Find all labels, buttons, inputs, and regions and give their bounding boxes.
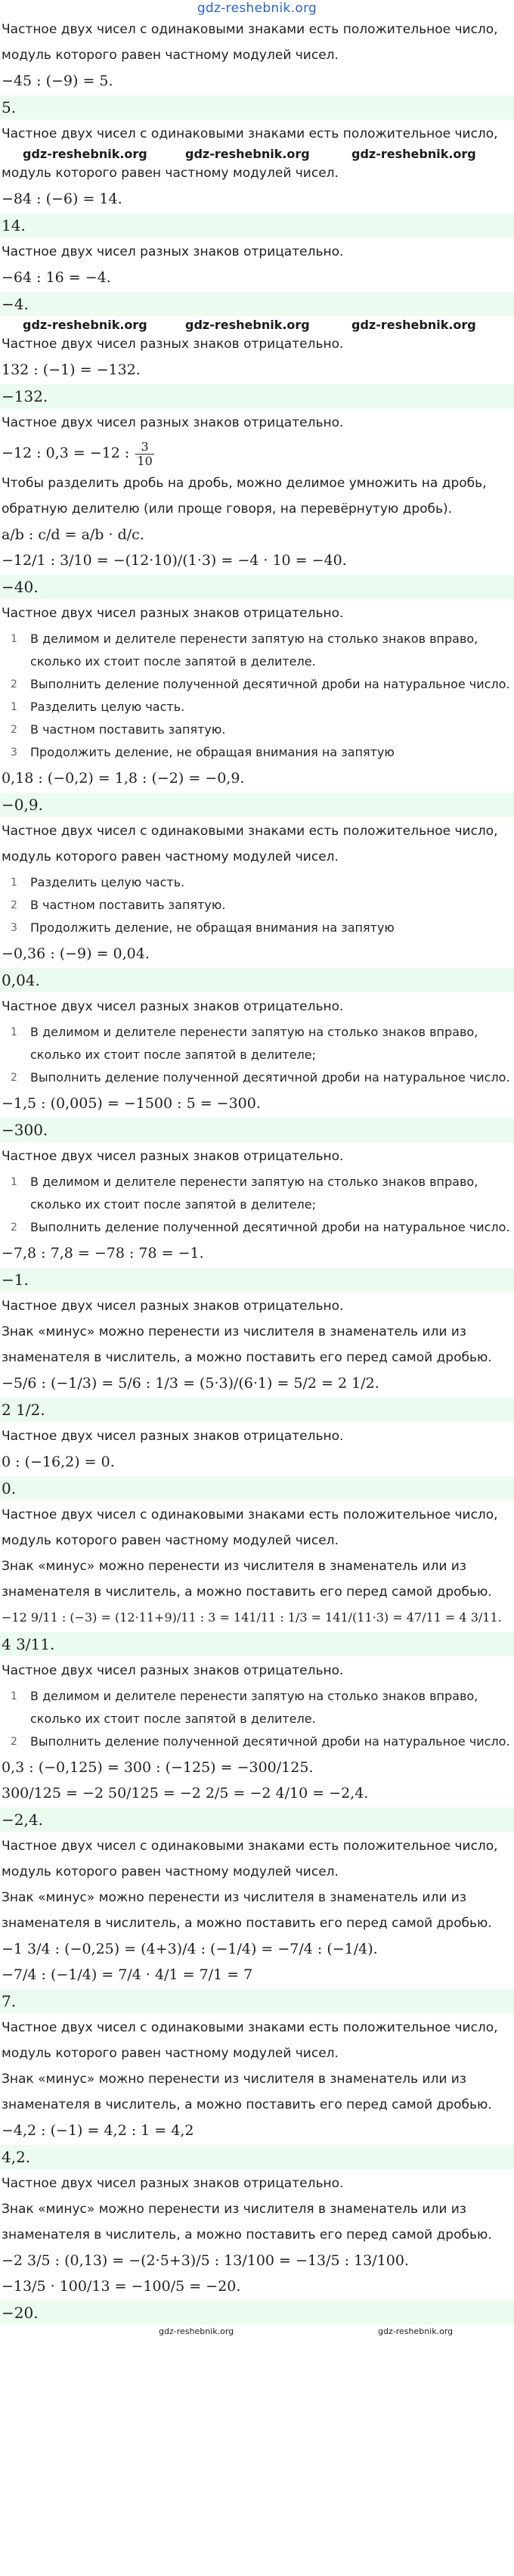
example-line: 0,3 : (−0,125) = 300 : (−125) = −300/125. [2,1759,314,1776]
answer: 14. [0,213,514,237]
step: 1 В делимом и делителе перенести запятую на столько знаков вправо, [11,1689,478,1703]
watermark-row [0,147,514,160]
numerator: 3 [135,440,153,455]
rule-same-signs: Частное двух чисел с одинаковыми знаками есть положительное число, [2,2020,498,2035]
answer: −4. [0,292,514,316]
rule-same-signs: Частное двух чисел с одинаковыми знаками есть положительное число, [2,1839,498,1854]
answer: 2 1/2. [0,1398,514,1422]
answer: 0. [0,1476,514,1501]
answer: −40. [0,575,514,599]
rule-move-minus-1: Знак «минус» можно перенести из числителя в знаменатель или из [2,1324,466,1339]
rule-move-minus-2: знаменателя в числитель, а можно поставить его перед самой дробью. [2,2097,492,2112]
answer: 7. [0,1989,514,2013]
step: 2 Выполнить деление полученной десятичной дроби на натуральное число. [11,677,510,691]
rule-move-minus-1: Знак «минус» можно перенести из числителя в знаменатель или из [2,2202,466,2217]
watermark-row [0,318,514,331]
rule-diff-signs: Частное двух чисел разных знаков отрицательно. [2,415,344,430]
rule-diff-signs: Частное двух чисел разных знаков отрицательно. [2,606,344,621]
rule-modulus: модуль которого равен частному модулей чисел. [2,1533,339,1548]
rule-fraction-div-2: обратную делителю (или проще говоря, на перевёрнутую дробь). [2,501,453,517]
steps-list [0,1685,514,1753]
step: 1 В делимом и делителе перенести запятую на столько знаков вправо, [11,1025,478,1039]
rule-move-minus-1: Знак «минус» можно перенести из числителя в знаменатель или из [2,1559,466,1574]
rule-same-signs: Частное двух чисел с одинаковыми знаками есть положительное число, [2,22,498,37]
watermark: gdz-reshebnik.org [23,147,147,161]
rule-diff-signs: Частное двух чисел разных знаков отрицательно. [2,1663,344,1678]
steps-list [0,628,514,764]
answer: −132. [0,384,514,408]
site-header[interactable]: gdz-reshebnik.org [197,1,317,16]
rule-diff-signs: Частное двух чисел разных знаков отрицательно. [2,1299,344,1314]
step: сколько их стоит после запятой в делителе. [30,1712,316,1726]
example-line: 0,18 : (−0,2) = 1,8 : (−2) = −0,9. [2,770,245,787]
watermark: gdz-reshebnik.org [159,2326,234,2336]
answer: −2,4. [0,1808,514,1832]
example-line: −5/6 : (−1/3) = 5/6 : 1/3 = (5·3)/(6·1) = 5/2 = 2 1/2. [2,1375,379,1392]
example-line: −12 9/11 : (−3) = (12·11+9)/11 : 3 = 141/11 : 1/3 = 141/(11·3) = 47/11 = 4 3/11. [2,1610,502,1625]
example-line: −45 : (−9) = 5. [2,73,113,89]
steps-list [0,1021,514,1089]
step: сколько их стоит после запятой в делителе; [30,1047,316,1062]
watermark-row [0,2326,514,2340]
answer: −1. [0,1268,514,1292]
rule-diff-signs: Частное двух чисел разных знаков отрицательно. [2,337,344,352]
example-line: 300/125 = −2 50/125 = −2 2/5 = −2 4/10 = −2,4. [2,1785,369,1802]
answer: −20. [0,2301,514,2325]
rule-modulus: модуль которого равен частному модулей чисел. [2,48,339,63]
example-line: −0,36 : (−9) = 0,04. [2,945,150,962]
rule-modulus: модуль которого равен частному модулей чисел. [2,1864,339,1879]
example-line: −1,5 : (0,005) = −1500 : 5 = −300. [2,1095,261,1112]
rule-move-minus-2: знаменателя в числитель, а можно поставить его перед самой дробью. [2,2227,492,2242]
example-line: 0 : (−16,2) = 0. [2,1454,115,1470]
rule-same-signs: Частное двух чисел с одинаковыми знаками есть положительное число, [2,824,498,839]
watermark: gdz-reshebnik.org [185,147,310,161]
step: 1 Разделить целую часть. [11,700,185,714]
step: 2 В частном поставить запятую. [11,722,226,737]
step: сколько их стоит после запятой в делителе; [30,1197,316,1212]
step: 1 Разделить целую часть. [11,875,185,889]
example-left: −12 : 0,3 = −12 : [2,445,130,461]
answer: −0,9. [0,793,514,817]
formula-line: a/b : c/d = a/b · d/c. [2,526,144,543]
watermark: gdz-reshebnik.org [23,318,147,332]
step: 1 В делимом и делителе перенести запятую на столько знаков вправо, [11,632,478,646]
answer: 4 3/11. [0,1632,514,1656]
rule-same-signs: Частное двух чисел с одинаковыми знаками есть положительное число, [2,126,498,141]
rule-move-minus-1: Знак «минус» можно перенести из числителя в знаменатель или из [2,1890,466,1905]
rule-diff-signs: Частное двух чисел разных знаков отрицательно. [2,999,344,1014]
rule-diff-signs: Частное двух чисел разных знаков отрицательно. [2,1149,344,1164]
step: 2 Выполнить деление полученной десятичной дроби на натуральное число. [11,1734,510,1749]
answer: −300. [0,1118,514,1142]
step: 2 Выполнить деление полученной десятичной дроби на натуральное число. [11,1220,510,1234]
watermark: gdz-reshebnik.org [351,147,476,161]
example-line: −13/5 · 100/13 = −100/5 = −20. [2,2278,241,2295]
answer: 4,2. [0,2145,514,2169]
example-line: −12/1 : 3/10 = −(12·10)/(1·3) = −4 · 10 = −40. [2,552,347,569]
step: 3 Продолжить деление, не обращая внимания на запятую [11,745,395,759]
rule-move-minus-1: Знак «минус» можно перенести из числителя в знаменатель или из [2,2072,466,2087]
watermark: gdz-reshebnik.org [378,2326,454,2336]
step: сколько их стоит после запятой в делителе. [30,654,316,669]
rule-move-minus-2: знаменателя в числитель, а можно поставить его перед самой дробью. [2,1350,492,1365]
step: 3 Продолжить деление, не обращая внимания на запятую [11,920,395,935]
rule-move-minus-2: знаменателя в числитель, а можно поставить его перед самой дробью. [2,1584,492,1600]
fraction [135,440,153,468]
rule-modulus: модуль которого равен частному модулей чисел. [2,2046,339,2061]
rule-diff-signs: Частное двух чисел разных знаков отрицательно. [2,244,344,259]
step: 2 В частном поставить запятую. [11,898,226,912]
example-line: −7,8 : 7,8 = −78 : 78 = −1. [2,1245,204,1262]
rule-same-signs: Частное двух чисел с одинаковыми знаками есть положительное число, [2,1507,498,1522]
watermark: gdz-reshebnik.org [185,318,310,332]
example-line: −2 3/5 : (0,13) = −(2·5+3)/5 : 13/100 = −13/5 : 13/100. [2,2252,409,2269]
example-line [0,436,514,470]
steps-list [0,871,514,939]
rule-modulus: модуль которого равен частному модулей чисел. [2,166,339,181]
step: 2 Выполнить деление полученной десятичной дроби на натуральное число. [11,1070,510,1085]
example-line: −64 : 16 = −4. [2,269,111,286]
example-line: −84 : (−6) = 14. [2,191,122,207]
rule-diff-signs: Частное двух чисел разных знаков отрицательно. [2,1429,344,1444]
denominator: 10 [137,453,153,468]
rule-modulus: модуль которого равен частному модулей чисел. [2,849,339,864]
example-line: −7/4 : (−1/4) = 7/4 · 4/1 = 7/1 = 7 [2,1966,253,1983]
rule-fraction-div-1: Чтобы разделить дробь на дробь, можно делимое умножить на дробь, [2,476,487,491]
step: 1 В делимом и делителе перенести запятую на столько знаков вправо, [11,1175,478,1189]
example-line: −1 3/4 : (−0,25) = (4+3)/4 : (−1/4) = −7/4 : (−1/4). [2,1941,378,1957]
rule-diff-signs: Частное двух чисел разных знаков отрицательно. [2,2176,344,2191]
answer: 5. [0,95,514,119]
answer: 0,04. [0,968,514,992]
example-line: −4,2 : (−1) = 4,2 : 1 = 4,2 [2,2122,194,2139]
rule-move-minus-2: знаменателя в числитель, а можно поставить его перед самой дробью. [2,1916,492,1931]
steps-list [0,1171,514,1239]
watermark: gdz-reshebnik.org [351,318,476,332]
example-line: 132 : (−1) = −132. [2,362,141,378]
